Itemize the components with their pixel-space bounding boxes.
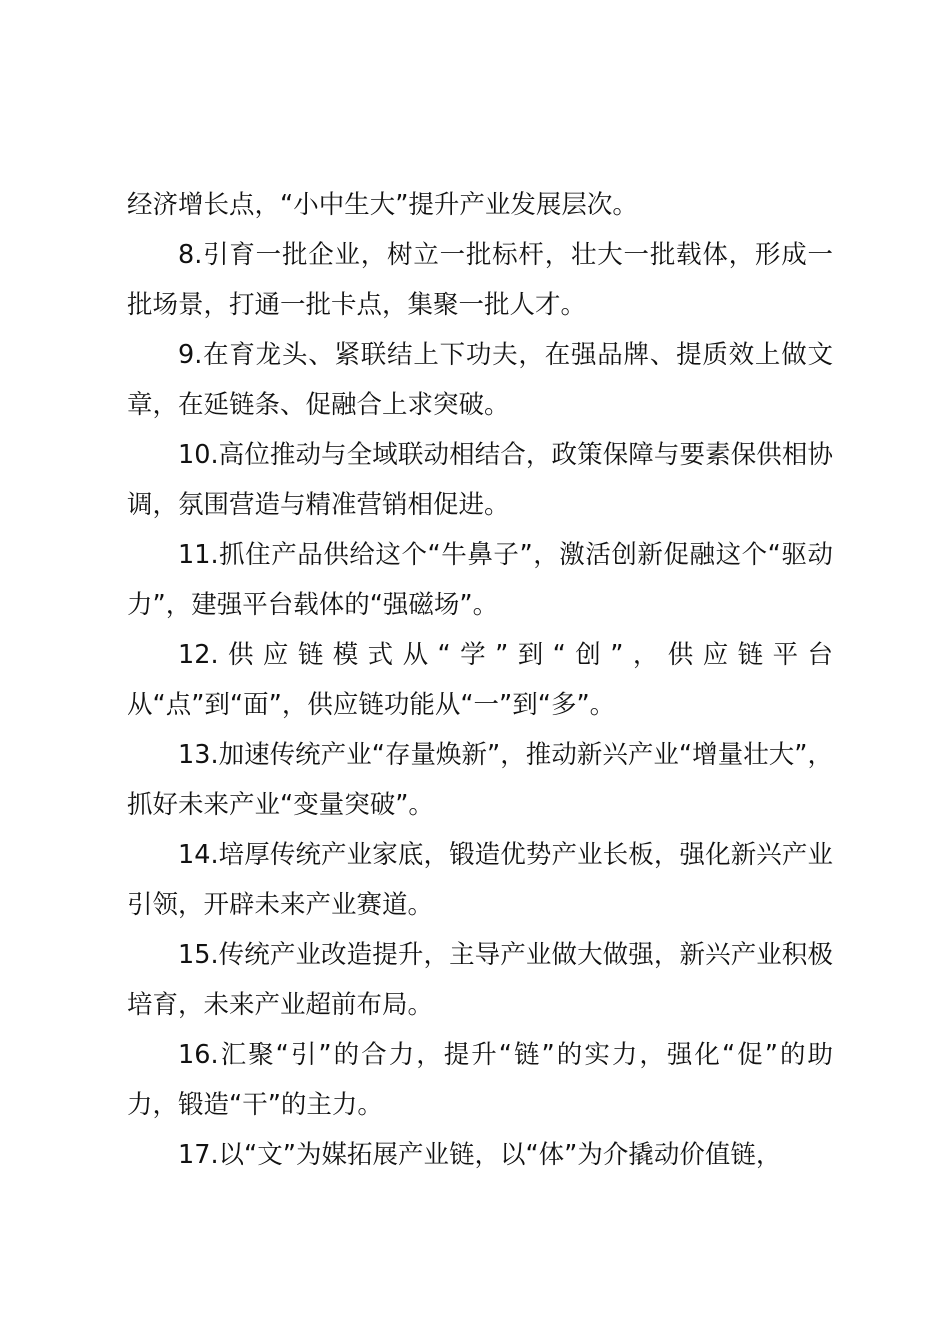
paragraph-13: 13.加速传统产业“存量焕新”，推动新兴产业“增量壮大”，抓好未来产业“变量突破”。 — [127, 740, 833, 820]
paragraph-12: 12.供应链模式从“学”到“创”，供应链平台从“点”到“面”，供应链功能从“一”到“多”。 — [127, 640, 833, 720]
paragraph-16: 16.汇聚“引”的合力，提升“链”的实力，强化“促”的助力，锻造“干”的主力。 — [127, 1040, 833, 1120]
paragraph-11: 11.抓住产品供给这个“牛鼻子”，激活创新促融这个“驱动力”，建强平台载体的“强磁场”。 — [127, 540, 833, 620]
paragraph-15: 15.传统产业改造提升，主导产业做大做强，新兴产业积极培育，未来产业超前布局。 — [127, 940, 833, 1020]
paragraph-10: 10.高位推动与全域联动相结合，政策保障与要素保供相协调，氛围营造与精准营销相促进。 — [127, 440, 833, 520]
paragraph-14: 14.培厚传统产业家底，锻造优势产业长板，强化新兴产业引领，开辟未来产业赛道。 — [127, 840, 833, 920]
paragraph-8: 8.引育一批企业，树立一批标杆，壮大一批载体，形成一批场景，打通一批卡点，集聚一批人才。 — [127, 240, 833, 320]
paragraph-9: 9.在育龙头、紧联结上下功夫，在强品牌、提质效上做文章，在延链条、促融合上求突破。 — [127, 340, 833, 420]
document-body — [127, 180, 833, 1180]
paragraph-17: 17.以“文”为媒拓展产业链，以“体”为介撬动价值链， — [178, 1140, 782, 1170]
paragraph-continuation: 经济增长点，“小中生大”提升产业发展层次。 — [127, 190, 638, 220]
